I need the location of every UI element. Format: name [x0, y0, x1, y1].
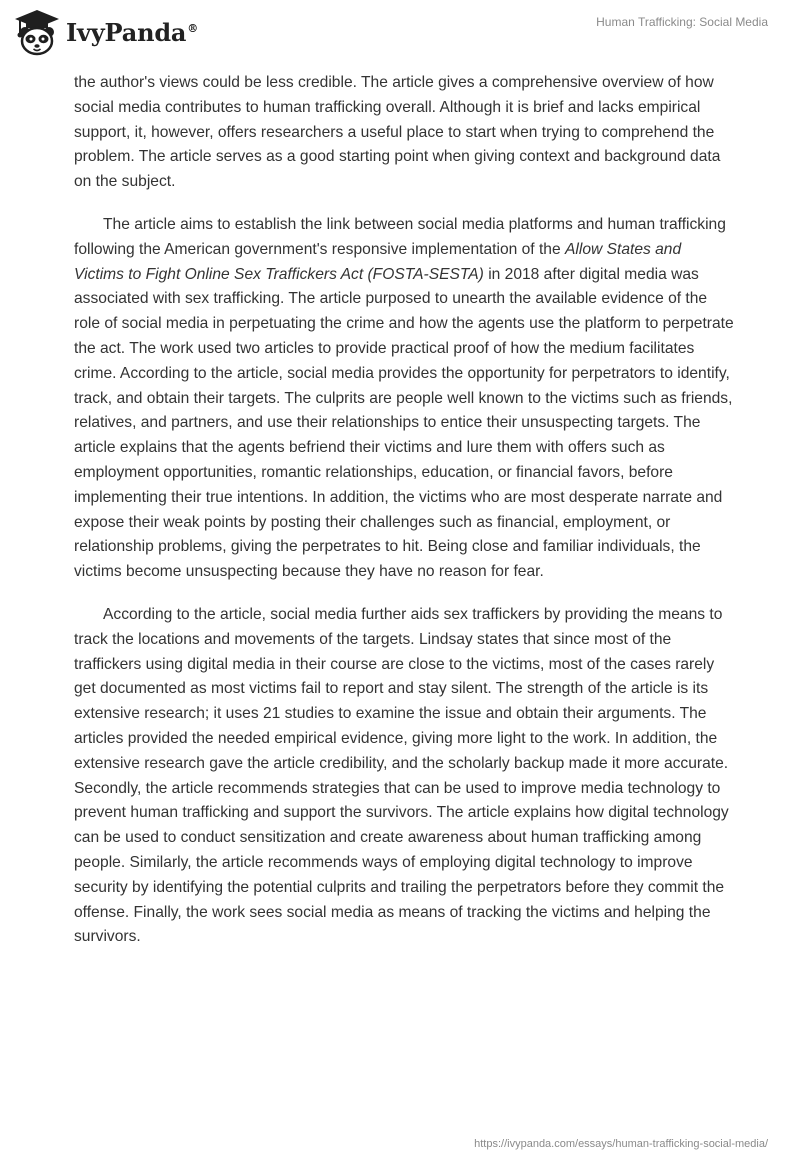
- paragraph-1: the author's views could be less credible. The article gives a comprehensive overview of how social media contributes to human trafficking overall. Although it is brief and lacks empirical support, it, however, offers researchers a useful place to start when trying to comprehend the problem. The article serves as a good starting point when giving context and background data on the subject.: [74, 74, 721, 191]
- panda-graduate-icon: [14, 8, 60, 58]
- ivypanda-logo[interactable]: [14, 8, 199, 58]
- document-title: Human Trafficking: Social Media: [596, 15, 768, 29]
- registered-mark: ®: [187, 22, 199, 35]
- page-header: [0, 0, 800, 70]
- paragraph-2: The article aims to establish the link between social media platforms and human trafficking following the American government's responsive implementation of the Allow States and Victims to Fight Online Sex Traffickers Act (FOSTA-SESTA) in 2018 after digital media was associated with sex trafficking. The article purposed to unearth the available evidence of the role of social media in perpetuating the crime and how the agents use the platform to perpetrate the act. The work used two articles to provide practical proof of how the medium facilitates crime. According to the article, social media provides the opportunity for perpetrators to identify, track, and obtain their targets. The culprits are people well known to the victims such as friends, relatives, and partners, and use their relationships to entice their unsuspecting targets. The article explains that the agents befriend their victims and lure them with offers such as employment opportunities, romantic relationships, education, or financial favors, before implementing their true intentions. In addition, the victims who are most desperate narrate and expose their weak points by posting their challenges such as financial, employment, or relationship problems, giving the perpetrates to hit. Being close and familiar individuals, the victims become unsuspecting because they have no reason for fear.: [74, 215, 734, 581]
- essay-body: [74, 71, 734, 968]
- act-title: Allow States and Victims to Fight Online Sex Traffickers Act (FOSTA-SESTA): [74, 240, 682, 283]
- source-url[interactable]: https://ivypanda.com/essays/human-trafficking-social-media/: [474, 1138, 768, 1150]
- paragraph-3: According to the article, social media further aids sex traffickers by providing the means to track the locations and movements of the targets. Lindsay states that since most of the traffickers using digital media in their course are close to the victims, most of the cases rarely get documented as most victims fail to report and stay silent. The strength of the article is its extensive research; it uses 21 studies to examine the issue and obtain their arguments. The articles provided the needed empirical evidence, giving more light to the work. In addition, the extensive research gave the article credibility, and the scholarly backup made it more accurate. Secondly, the article recommends strategies that can be used to improve media technology to prevent human trafficking and support the survivors. The article explains how digital technology can be used to conduct sensitization and create awareness about human trafficking among people. Similarly, the article recommends ways of employing digital technology to improve security by identifying the potential culprits and trailing the perpetrators before they commit the offense. Finally, the work sees social media as means of tracking the victims and helping the survivors.: [74, 605, 729, 946]
- brand-name: IvyPanda®: [66, 18, 199, 47]
